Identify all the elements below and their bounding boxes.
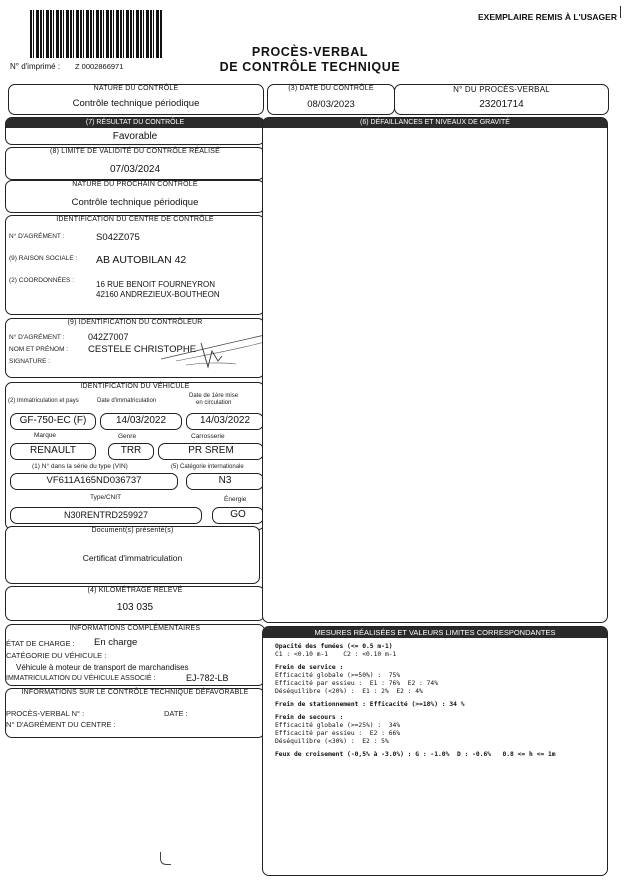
charge-value: En charge (94, 637, 138, 648)
controller-agrement-value: 042Z7007 (88, 332, 129, 342)
control-date-box (267, 84, 395, 115)
center-coord-label: (2) COORDONNÉES : (9, 277, 75, 284)
pv-number-label: N° DU PROCÈS-VERBAL (453, 85, 550, 94)
vehicle-box (5, 382, 265, 530)
validity-value: 07/03/2024 (109, 164, 161, 175)
copy-label: EXEMPLAIRE REMIS À L'USAGER (478, 12, 617, 22)
cat-value: N3 (186, 473, 264, 490)
type-value: N30RENTRD259927 (10, 507, 202, 524)
measure-line: Opacité des fumées (<= 0.5 m-1) (275, 643, 393, 650)
defects-box (262, 117, 608, 623)
measure-line: C1 : <0.10 m-1 C2 : <0.10 m-1 (275, 651, 397, 658)
defects-label: (6) DÉFAILLANCES ET NIVEAUX DE GRAVITÉ (263, 118, 607, 128)
unfavorable-agrement-label: N° D'AGRÉMENT DU CENTRE : (6, 720, 116, 729)
control-date-label: (3) DATE DU CONTRÔLE (288, 85, 374, 92)
type-label: Type/CNIT (90, 494, 122, 501)
result-value: Favorable (112, 131, 158, 142)
barcode (30, 10, 162, 58)
marque-value: RENAULT (10, 443, 96, 460)
measure-line: Feux de croisement (-0,5% à -3.0%) : G : -1.0% D : -0.6% 0.8 <= h <= 1m (275, 751, 556, 758)
unfavorable-label: INFORMATIONS SUR LE CONTRÔLE TECHNIQUE DÉFAVORABLE (21, 689, 249, 696)
first-date-label-2: en circulation (196, 400, 232, 406)
measure-line: Efficacité par essieu : E1 : 76% E2 : 74% (275, 680, 439, 687)
measures-lines (275, 643, 605, 759)
energie-label: Énergie (224, 496, 247, 503)
carrosserie-label: Carrosserie (191, 433, 225, 440)
pv-number-value: 23201714 (479, 99, 524, 110)
first-date-value: 14/03/2022 (186, 413, 264, 430)
next-control-value: Contrôle technique périodique (71, 197, 199, 208)
footer-mark (160, 852, 171, 865)
center-box (5, 215, 265, 315)
center-label: IDENTIFICATION DU CENTRE DE CONTRÔLE (56, 216, 214, 223)
vehicle-label: IDENTIFICATION DU VÉHICULE (80, 383, 190, 390)
measure-line: Déséquilibre (<30%) : E2 : 5% (275, 738, 389, 745)
genre-label: Genre (118, 433, 137, 440)
measure-line: Frein de service : (275, 664, 344, 671)
validity-label: (8) LIMITE DE VALIDITÉ DU CONTRÔLE RÉALISÉ (49, 148, 221, 155)
controller-label: (9) IDENTIFICATION DU CONTRÔLEUR (67, 319, 203, 326)
measure-line: Frein de stationnement : Efficacité (>=18%) : 34 % (275, 701, 465, 708)
corner-mark (620, 6, 621, 18)
next-control-label: NATURE DU PROCHAIN CONTRÔLE (72, 181, 198, 188)
category-value: Véhicule à moteur de transport de marchandises (16, 663, 189, 672)
first-date-label-1: Date de 1ère mise (189, 393, 239, 399)
mileage-label: (4) KILOMÉTRAGE RELEVÉ (87, 587, 183, 594)
carrosserie-value: PR SREM (158, 443, 264, 460)
controller-name-value: CESTELE CHRISTOPHE (88, 344, 197, 355)
measure-line: Efficacité globale (>=25%) : 34% (275, 722, 401, 729)
center-agrement-label: N° D'AGRÉMENT : (9, 233, 65, 240)
measure-line: Déséquilibre (<20%) : E1 : 2% E2 : 4% (275, 688, 423, 695)
measure-line: Efficacité globale (>=50%) : 75% (275, 672, 401, 679)
vin-value: VF611A165ND036737 (10, 473, 178, 490)
measures-label: MESURES RÉALISÉES ET VALEURS LIMITES CORRESPONDANTES (263, 627, 607, 638)
printed-number: Z 0002866971 (75, 62, 124, 71)
page-title-line2: DE CONTRÔLE TECHNIQUE (219, 60, 401, 74)
immat-label: (2) Immatriculation et pays (8, 398, 79, 404)
mileage-box (5, 586, 265, 621)
control-nature-box (8, 84, 264, 115)
center-address-line1: 16 RUE BENOIT FOURNEYRON (96, 280, 215, 289)
page-title-line1: PROCÈS-VERBAL (251, 45, 369, 59)
center-address-line2: 42160 ANDREZIEUX-BOUTHEON (96, 290, 220, 299)
assoc-label: IMMATRICULATION DU VÉHICULE ASSOCIÉ : (6, 675, 156, 682)
measure-line: Frein de secours : (275, 714, 344, 721)
center-agrement-value: S042Z075 (96, 232, 140, 243)
unfavorable-box (5, 688, 265, 738)
controller-signature-label: SIGNATURE : (9, 358, 51, 365)
measures-box (262, 626, 608, 876)
marque-label: Marque (34, 432, 57, 439)
unfavorable-pv-label: PROCÈS-VERBAL N° : (6, 709, 85, 718)
genre-value: TRR (108, 443, 154, 460)
category-label: CATÉGORIE DU VÉHICULE : (6, 651, 107, 660)
documents-value: Certificat d'immatriculation (82, 553, 183, 563)
controller-name-label: NOM ET PRÉNOM : (9, 346, 69, 353)
energie-value: GO (212, 507, 264, 524)
mileage-value: 103 035 (116, 602, 154, 613)
control-date-value: 08/03/2023 (307, 99, 355, 110)
charge-label: ÉTAT DE CHARGE : (6, 639, 75, 648)
documents-box (5, 526, 260, 584)
center-raison-label: (9) RAISON SOCIALE : (9, 255, 78, 262)
next-control-box (5, 180, 265, 213)
measure-line: Efficacité par essieu : E2 : 66% (275, 730, 401, 737)
complementary-label: INFORMATIONS COMPLÉMENTAIRES (69, 625, 201, 632)
result-box (5, 117, 265, 145)
immat-value: GF-750-EC (F) (10, 413, 96, 430)
assoc-value: EJ-782-LB (186, 673, 229, 683)
cat-label: (5) Catégorie internationale (171, 464, 244, 470)
immat-date-value: 14/03/2022 (100, 413, 182, 430)
validity-box (5, 147, 265, 180)
complementary-box (5, 624, 265, 686)
vin-label: (1) N° dans la série du type (VIN) (32, 463, 128, 470)
controller-box (5, 318, 265, 378)
documents-label: Document(s) présenté(s) (91, 527, 174, 534)
controller-agrement-label: N° D'AGRÉMENT : (9, 334, 65, 341)
center-raison-value: AB AUTOBILAN 42 (96, 254, 187, 266)
unfavorable-date-label: DATE : (164, 709, 188, 718)
pv-number-box (394, 84, 609, 115)
control-nature-value: Contrôle technique périodique (72, 98, 200, 109)
result-label: (7) RÉSULTAT DU CONTRÔLE (6, 118, 264, 128)
control-nature-label: NATURE DU CONTRÔLE (93, 85, 179, 92)
immat-date-label: Date d'immatriculation (97, 398, 157, 404)
printed-number-label: N° d'imprimé : (10, 62, 61, 71)
